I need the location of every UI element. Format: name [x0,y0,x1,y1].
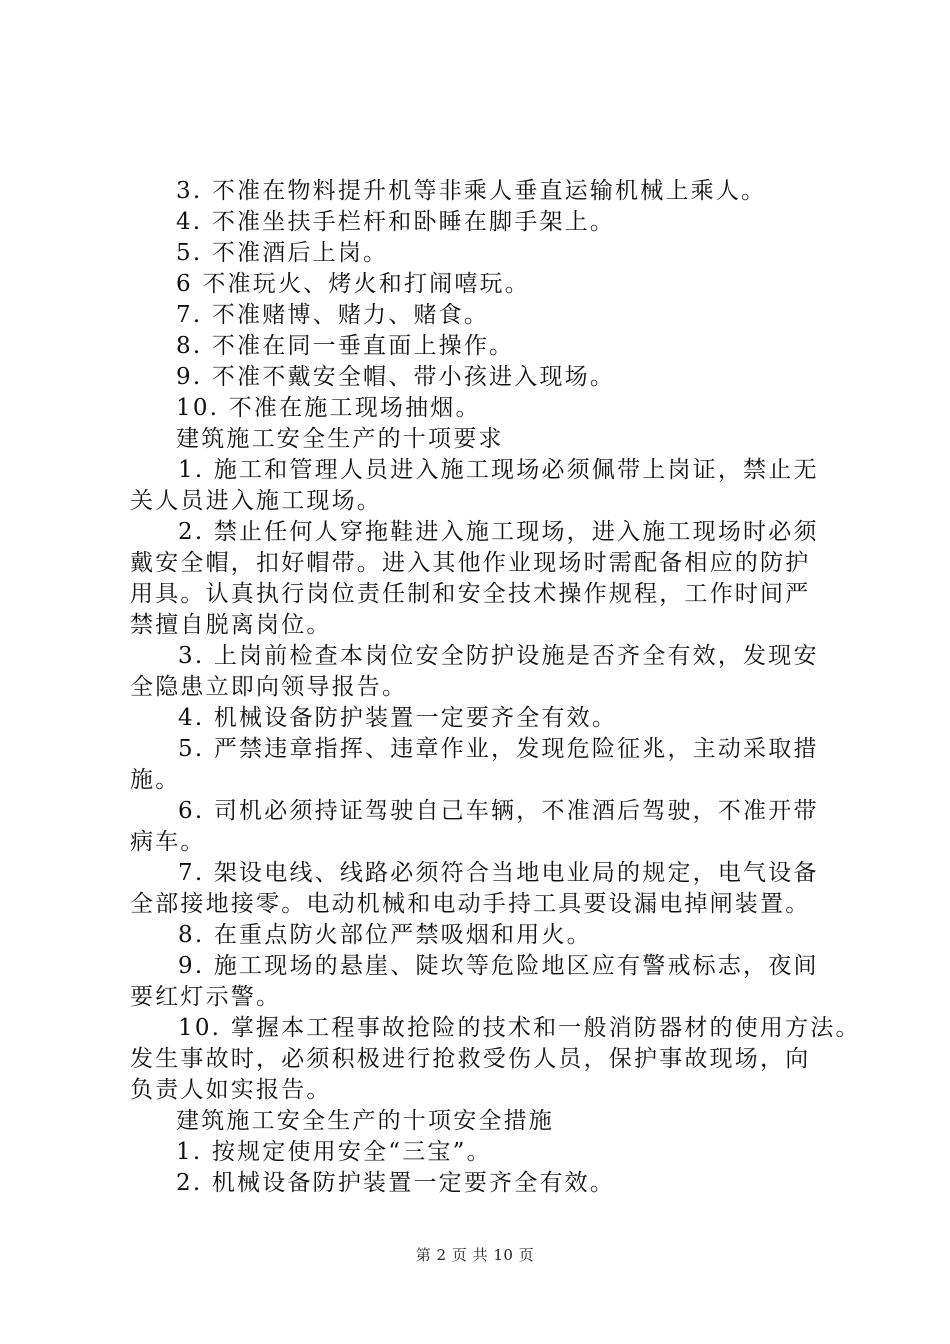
document-line: 1. 按规定使用安全“三宝”。 [176,1139,492,1165]
document-line: 2. 禁止任何人穿拖鞋进入施工现场，进入施工现场时必须 [178,519,819,545]
document-line: 9. 不准不戴安全帽、带小孩进入现场。 [176,364,616,390]
document-line: 10. 掌握本工程事故抢险的技术和一般消防器材的使用方法。 [178,1015,861,1041]
document-line: 施。 [130,767,181,793]
document-line: 负责人如实报告。 [130,1077,332,1103]
document-line: 戴安全帽，扣好帽带。进入其他作业现场时需配备相应的防护 [130,550,811,576]
document-line: 4. 机械设备防护装置一定要齐全有效。 [178,705,618,731]
document-line: 5. 严禁违章指挥、违章作业，发现危险征兆，主动采取措 [178,736,819,762]
document-line: 禁擅自脱离岗位。 [130,612,332,638]
document-line: 3. 不准在物料提升机等非乘人垂直运输机械上乘人。 [176,178,767,204]
document-line: 全隐患立即向领导报告。 [130,674,408,700]
document-line: 发生事故时，必须积极进行抢救受伤人员，保护事故现场，向 [130,1046,811,1072]
document-line: 10. 不准在施工现场抽烟。 [176,395,481,421]
document-line: 全部接地接零。电动机械和电动手持工具要设漏电掉闸装置。 [130,891,811,917]
document-body [130,176,861,1199]
document-line: 关人员进入施工现场。 [130,488,382,514]
page-footer: 第 2 页 共 10 页 [415,1246,535,1264]
document-line: 要红灯示警。 [130,984,282,1010]
document-line: 4. 不准坐扶手栏杆和卧睡在脚手架上。 [176,209,616,235]
document-line: 1. 施工和管理人员进入施工现场必须佩带上岗证，禁止无 [178,457,819,483]
document-line: 7. 不准赌博、赌力、赌食。 [176,302,490,328]
document-line: 病车。 [130,829,206,855]
document-line: 建筑施工安全生产的十项要求 [176,426,504,452]
document-line: 6 不准玩火、烤火和打闹嘻玩。 [176,271,530,297]
document-line: 用具。认真执行岗位责任制和安全技术操作规程，工作时间严 [130,581,811,607]
document-line: 6. 司机必须持证驾驶自己车辆，不准酒后驾驶，不准开带 [178,798,819,824]
document-line: 建筑施工安全生产的十项安全措施 [176,1108,554,1134]
document-line: 8. 不准在同一垂直面上操作。 [176,333,515,359]
document-line: 2. 机械设备防护装置一定要齐全有效。 [176,1170,616,1196]
document-line: 8. 在重点防火部位严禁吸烟和用火。 [178,922,592,948]
document-line: 9. 施工现场的悬崖、陡坎等危险地区应有警戒标志，夜间 [178,953,819,979]
document-line: 3. 上岗前检查本岗位安全防护设施是否齐全有效，发现安 [178,643,819,669]
document-line: 7. 架设电线、线路必须符合当地电业局的规定，电气设备 [178,860,819,886]
document-line: 5. 不准酒后上岗。 [176,240,389,266]
